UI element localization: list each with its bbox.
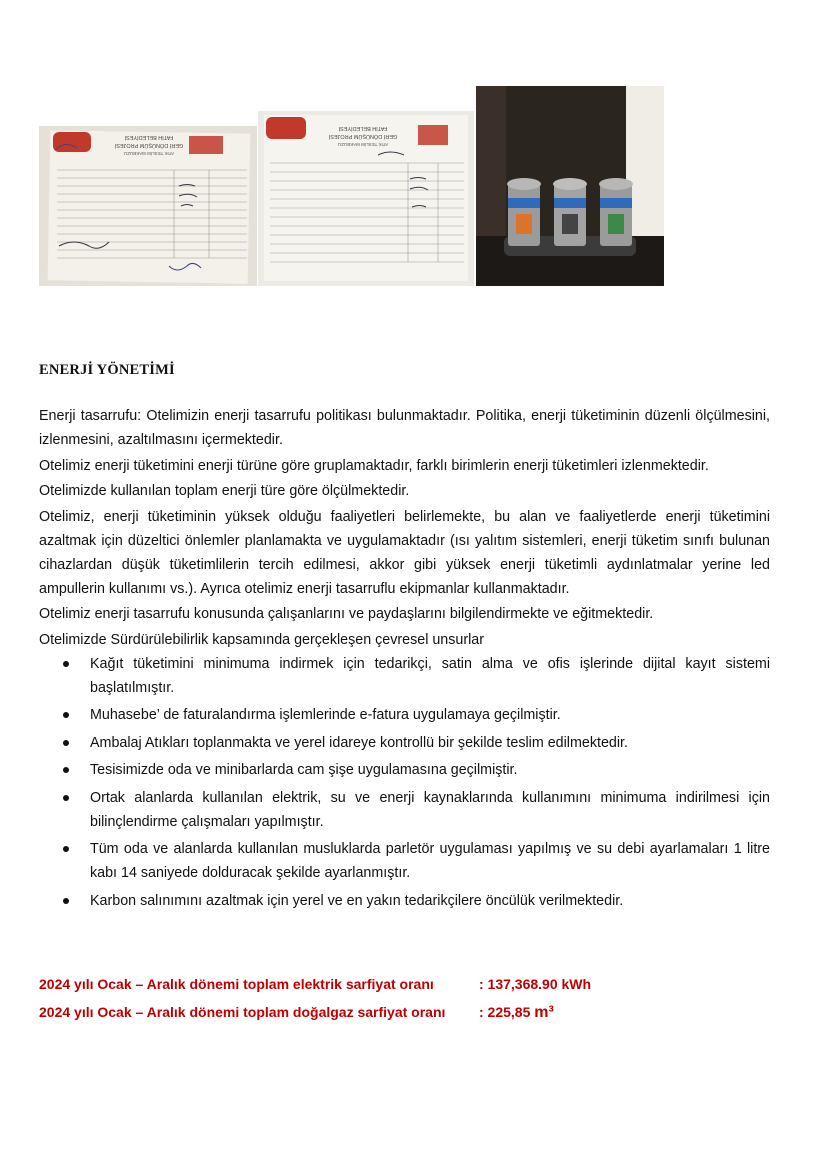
list-item-text: Kağıt tüketimini minimuma indirmek için tedarikçi, satin alma ve ofis işlerinde dijital kayıt sistemi başlatılmıştır. [90,655,770,696]
list-item [39,652,770,700]
electricity-consumption [39,976,591,992]
paragraph: Otelimizde kullanılan toplam enerji türe göre ölçülmektedir. [39,483,410,499]
list-item [39,758,770,782]
paragraph: Otelimiz, enerji tüketiminin yüksek olduğu faaliyetleri belirlemekte, bu alan ve faaliyetlerde enerji tüketimini azaltmak için düzeltici önlemler planlamakta ve uygulamaktadır (ısı yalıtım sistemleri, enerji tüketim sınıfı bulunan cihazlardan düşük tüketimlilerin tercih edilmesi, akkor gibi yüksek enerji tüketimli aydınlatmalar yerine led ampullerin kullanımı vs.). Ayrıca otelimiz enerji tasarruflu ekipmanlar kullanmaktadır. [39,508,770,597]
bullet-icon [63,898,69,904]
form-title-line-3: ATIK TESLİM MAKBUZU [337,142,389,147]
sustainability-list [39,652,770,913]
paragraph: Otelimiz enerji tüketimini enerji türüne göre gruplamaktadır, farklı birimlerin enerji tüketimleri izlenmektedir. [39,457,709,474]
bullet-icon [63,767,69,773]
bullet-icon [63,661,69,667]
form-title-line-3: ATIK TESLİM MAKBUZU [123,151,175,156]
paragraph: Otelimiz enerji tasarrufu konusunda çalışanlarını ve paydaşlarını bilgilendirmekte ve eğitmektedir. [39,606,654,622]
form-title-line-1: FATİH BELEDİYESİ [338,125,388,131]
list-item [39,786,770,834]
bullet-icon [63,795,69,801]
list-item-text: Karbon salınımını azaltmak için yerel ve en yakın tedarikçilere öncülük verilmektedir. [90,892,624,909]
form-title-line-2: GERİ DÖNÜŞÜM PROJESİ [328,133,398,139]
list-item [39,889,770,913]
bullet-icon [63,740,69,746]
list-intro: Otelimizde Sürdürülebilirlik kapsamında gerçekleşen çevresel unsurlar [39,631,484,648]
section-heading: ENERJİ YÖNETİMİ [39,362,175,378]
form-title-line-2: GERİ DÖNÜŞÜM PROJESİ [114,142,184,148]
list-item-text: Ortak alanlarda kullanılan elektrik, su ve enerji kaynaklarında kullanımını minimuma indirilmesi için bilinçlendirme çalışmaları yapılmıştır. [90,789,770,830]
list-item [39,703,770,727]
recycling-receipt-photo-1 [39,126,257,286]
list-item-text: Tesisimizde oda ve minibarlarda cam şişe uygulamasına geçilmiştir. [90,762,518,778]
list-item-text: Tüm oda ve alanlarda kullanılan musluklarda parletör uygulaması yapılmış ve su debi ayarlamaları 1 litre kabı 14 saniyede dolduracak şekilde ayarlanmıştır. [90,841,770,881]
electricity-label: 2024 yılı Ocak – Aralık dönemi toplam elektrik sarfiyat oranı [39,976,434,992]
paragraph: Enerji tasarrufu: Otelimizin enerji tasarrufu politikası bulunmaktadır. Politika, enerji tüketiminin düzenli ölçülmesini, izlenmesini, azaltılmasını içermektedir. [39,408,770,448]
list-item [39,731,770,755]
gas-label: 2024 yılı Ocak – Aralık dönemi toplam doğalgaz sarfiyat oranı [39,1004,446,1020]
section-body [39,404,770,916]
gas-unit: m³ [534,1004,554,1021]
recycling-bins-photo [476,86,664,286]
bullet-icon [63,846,69,852]
list-item-text: Ambalaj Atıkları toplanmakta ve yerel idareye kontrollü bir şekilde teslim edilmektedir. [90,734,628,751]
list-item [39,837,770,885]
bullet-icon [63,712,69,718]
form-title-line-1: FATİH BELEDİYESİ [124,134,174,140]
gas-consumption [39,1004,554,1022]
electricity-value: : 137,368.90 kWh [479,976,592,992]
gas-value: : 225,85 [479,1004,535,1020]
recycling-receipt-photo-2 [258,111,474,286]
list-item-text: Muhasebe’ de faturalandırma işlemlerinde e-fatura uygulamaya geçilmiştir. [90,707,561,723]
